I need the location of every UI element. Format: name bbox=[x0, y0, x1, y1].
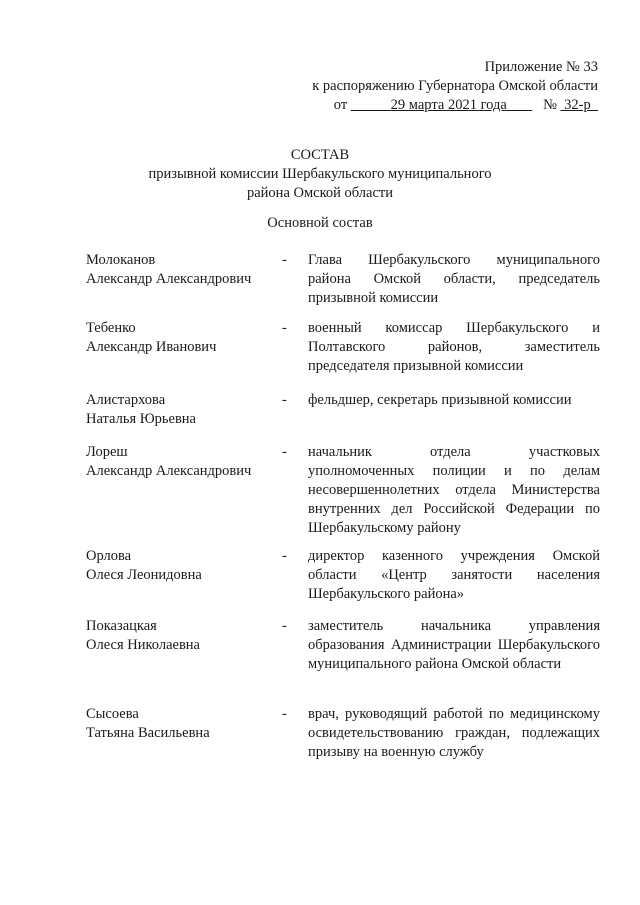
member-name bbox=[86, 547, 282, 617]
member-name bbox=[86, 391, 282, 443]
member-row bbox=[86, 443, 600, 547]
member-role: фельдшер, секретарь призывной комиссии bbox=[308, 392, 572, 408]
document-header bbox=[268, 58, 598, 115]
member-given-name: Олеся Леонидовна bbox=[86, 567, 202, 583]
dash: - bbox=[282, 392, 287, 408]
member-given-name: Наталья Юрьевна bbox=[86, 411, 196, 427]
member-row bbox=[86, 251, 600, 319]
member-row bbox=[86, 705, 600, 785]
from-label: от bbox=[333, 97, 348, 113]
order-reference: к распоряжению Губернатора Омской области bbox=[312, 78, 598, 94]
member-given-name: Татьяна Васильевна bbox=[86, 725, 210, 741]
member-row bbox=[86, 391, 600, 443]
member-surname: Алистархова bbox=[86, 392, 166, 408]
member-role: заместитель начальника управления образования Администрации Шербакульского муниципального района Омской области bbox=[308, 618, 600, 672]
dash: - bbox=[282, 320, 287, 336]
member-surname: Сысоева bbox=[86, 706, 139, 722]
order-date bbox=[351, 97, 532, 113]
member-given-name: Александр Александрович bbox=[86, 271, 252, 287]
member-role: Глава Шербакульского муниципального района Омской области, председатель призывной комиссии bbox=[308, 252, 600, 306]
number-label: № bbox=[543, 97, 557, 113]
member-surname: Орлова bbox=[86, 548, 132, 564]
section-title: Основной состав bbox=[267, 215, 373, 231]
order-number bbox=[561, 97, 598, 113]
dash: - bbox=[282, 548, 287, 564]
member-surname: Тебенко bbox=[86, 320, 136, 336]
member-name bbox=[86, 319, 282, 391]
order-date-line bbox=[268, 96, 598, 115]
member-role: директор казенного учреждения Омской области «Центр занятости населения Шербакульского района» bbox=[308, 548, 600, 602]
member-row bbox=[86, 319, 600, 391]
member-row bbox=[86, 617, 600, 705]
member-name bbox=[86, 251, 282, 319]
member-given-name: Александр Александрович bbox=[86, 463, 252, 479]
member-given-name: Александр Иванович bbox=[86, 339, 217, 355]
order-date-text: 29 марта 2021 года bbox=[390, 97, 507, 113]
order-number-text: 32-р bbox=[564, 97, 591, 113]
appendix-number: Приложение № 33 bbox=[484, 59, 598, 75]
dash: - bbox=[282, 444, 287, 460]
member-given-name: Олеся Николаевна bbox=[86, 637, 200, 653]
members-list bbox=[86, 251, 600, 785]
member-role: начальник отдела участковых уполномоченных полиции и по делам несовершеннолетних отдела Министерства внутренних дел Российской Федерации по Шербакульскому району bbox=[308, 444, 600, 536]
dash: - bbox=[282, 252, 287, 268]
member-name bbox=[86, 443, 282, 547]
member-name bbox=[86, 617, 282, 705]
title-heading: СОСТАВ bbox=[290, 147, 350, 163]
member-name bbox=[86, 705, 282, 785]
dash: - bbox=[282, 618, 287, 634]
member-surname: Лореш bbox=[86, 444, 128, 460]
title-line-1: призывной комиссии Шербакульского муниципального bbox=[148, 166, 492, 182]
member-role: военный комиссар Шербакульского и Полтавского районов, заместитель председателя призывной комиссии bbox=[308, 320, 600, 374]
member-role: врач, руководящий работой по медицинскому освидетельствованию граждан, подлежащих призыву на военную службу bbox=[308, 706, 600, 760]
member-surname: Показацкая bbox=[86, 618, 157, 634]
member-surname: Молоканов bbox=[86, 252, 156, 268]
dash: - bbox=[282, 706, 287, 722]
document-title bbox=[0, 146, 640, 203]
member-row bbox=[86, 547, 600, 617]
title-line-2: района Омской области bbox=[246, 185, 393, 201]
